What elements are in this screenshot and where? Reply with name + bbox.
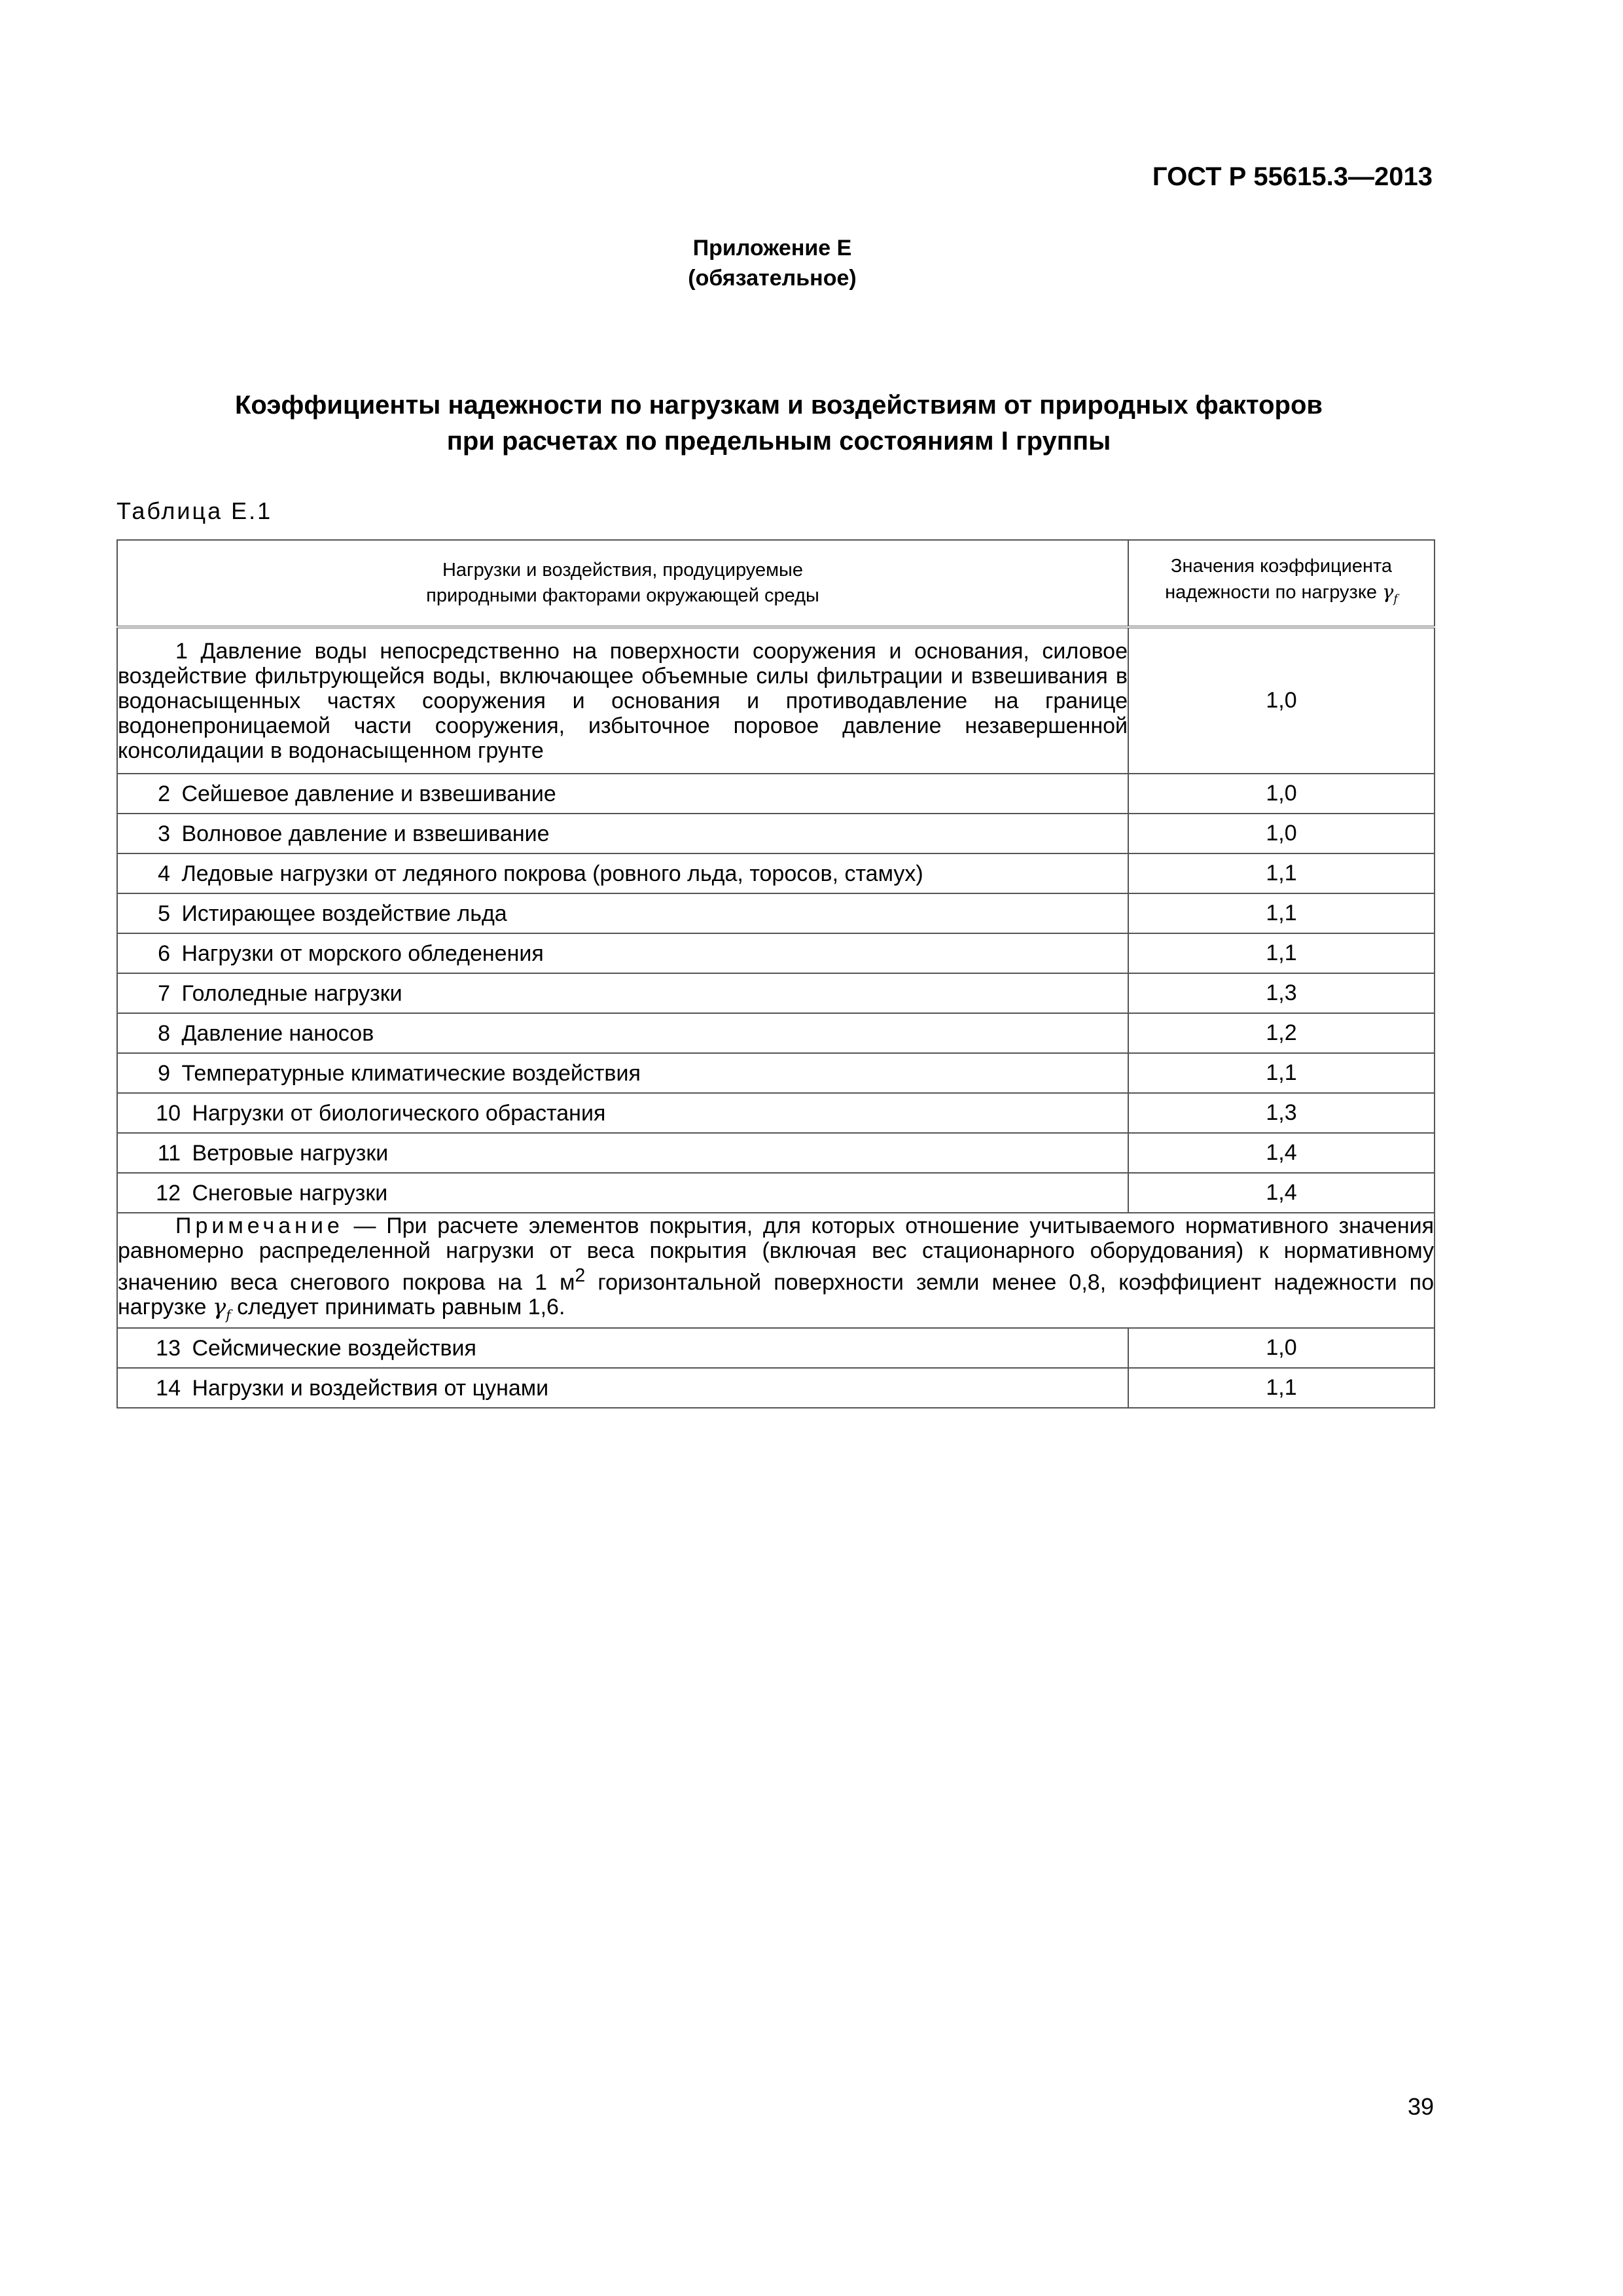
row-text: Нагрузки от морского обледенения bbox=[181, 941, 544, 966]
load-description bbox=[117, 1093, 1128, 1133]
row-number: 2 bbox=[158, 781, 170, 806]
row-text: Волновое давление и взвешивание bbox=[181, 821, 550, 846]
row-text: Сейшевое давление и взвешивание bbox=[181, 781, 556, 806]
load-description bbox=[117, 1328, 1128, 1368]
row-number: 10 bbox=[156, 1100, 181, 1126]
row-text: Давление воды непосредственно на поверхности сооружения и основания, силовое воздействие фильтрующейся воды, включающее объемные силы фильтрации и взвешивания в водонасыщенных частях сооружения и основания и противодавление на границе водонепроницаемой части сооружения, избыточное поровое давление незавершенной консолидации в водонасыщенном грунте bbox=[118, 638, 1128, 763]
heading-line-1: Коэффициенты надежности по нагрузкам и воздействиям от природных факторов bbox=[235, 391, 1323, 420]
load-description bbox=[117, 1368, 1128, 1408]
table-row bbox=[117, 1133, 1435, 1173]
coefficient-value: 1,1 bbox=[1128, 853, 1435, 893]
row-number: 11 bbox=[157, 1140, 181, 1166]
table-caption: Таблица Е.1 bbox=[116, 497, 273, 524]
coefficient-value: 1,1 bbox=[1128, 1053, 1435, 1093]
heading-line-2: при расчетах по предельным состояниям I группы bbox=[446, 427, 1111, 456]
load-description bbox=[117, 1133, 1128, 1173]
coefficient-value: 1,0 bbox=[1128, 627, 1435, 774]
header-loads-line-2: природными факторами окружающей среды bbox=[426, 585, 819, 606]
header-coefficient bbox=[1128, 540, 1435, 627]
row-number: 13 bbox=[156, 1335, 181, 1361]
header-loads-line-1: Нагрузки и воздействия, продуцируемые bbox=[442, 560, 803, 581]
row-number: 12 bbox=[156, 1180, 181, 1206]
table-header-row bbox=[117, 540, 1435, 627]
row-number: 5 bbox=[158, 901, 170, 926]
row-number: 7 bbox=[158, 980, 170, 1006]
gamma-symbol: $\gamma_f$ bbox=[1382, 581, 1398, 606]
row-number: 4 bbox=[158, 861, 170, 886]
row-text: Нагрузки от биологического обрастания bbox=[192, 1100, 606, 1126]
page-number: 39 bbox=[1407, 2093, 1434, 2120]
coefficient-value: 1,3 bbox=[1128, 973, 1435, 1013]
row-text: Давление наносов bbox=[181, 1020, 374, 1046]
row-text: Сейсмические воздействия bbox=[192, 1335, 476, 1361]
gamma-symbol: $\gamma_f$ bbox=[212, 1294, 231, 1323]
coefficients-table bbox=[116, 539, 1435, 1408]
load-description bbox=[117, 1053, 1128, 1093]
coefficient-value: 1,0 bbox=[1128, 1328, 1435, 1368]
table-row bbox=[117, 1013, 1435, 1053]
load-description bbox=[117, 853, 1128, 893]
table-row bbox=[117, 933, 1435, 973]
annex-title: Приложение Е bbox=[692, 236, 852, 260]
table-row bbox=[117, 893, 1435, 933]
table-row bbox=[117, 1173, 1435, 1213]
table-note bbox=[117, 1213, 1435, 1328]
load-description bbox=[117, 774, 1128, 814]
document-code: ГОСТ Р 55615.3—2013 bbox=[1152, 162, 1433, 191]
row-number: 6 bbox=[158, 941, 170, 966]
row-number: 3 bbox=[158, 821, 170, 846]
row-number: 8 bbox=[158, 1020, 170, 1046]
table-row bbox=[117, 627, 1435, 774]
load-description bbox=[117, 627, 1128, 774]
row-text: Истирающее воздействие льда bbox=[181, 901, 507, 926]
note-superscript: 2 bbox=[575, 1265, 586, 1286]
row-text: Ледовые нагрузки от ледяного покрова (ровного льда, торосов, стамух) bbox=[181, 861, 923, 886]
row-text: Нагрузки и воздействия от цунами bbox=[192, 1375, 549, 1401]
row-number: 1 bbox=[175, 638, 188, 664]
coefficient-value: 1,1 bbox=[1128, 893, 1435, 933]
note-text-3: следует принимать равным 1,6. bbox=[230, 1295, 565, 1320]
coefficient-value: 1,3 bbox=[1128, 1093, 1435, 1133]
table-row bbox=[117, 853, 1435, 893]
load-description bbox=[117, 1173, 1128, 1213]
table-row bbox=[117, 1093, 1435, 1133]
annex-status: (обязательное) bbox=[688, 266, 857, 291]
table-row bbox=[117, 814, 1435, 853]
coefficient-value: 1,0 bbox=[1128, 814, 1435, 853]
coefficient-value: 1,4 bbox=[1128, 1173, 1435, 1213]
row-text: Ветровые нагрузки bbox=[192, 1140, 389, 1166]
section-heading bbox=[0, 387, 1558, 459]
coefficient-value: 1,4 bbox=[1128, 1133, 1435, 1173]
load-description bbox=[117, 933, 1128, 973]
load-description bbox=[117, 814, 1128, 853]
table-row bbox=[117, 1368, 1435, 1408]
row-number: 14 bbox=[156, 1375, 181, 1401]
coefficient-value: 1,2 bbox=[1128, 1013, 1435, 1053]
row-text: Температурные климатические воздействия bbox=[181, 1060, 641, 1086]
table-row bbox=[117, 1053, 1435, 1093]
coefficient-value: 1,0 bbox=[1128, 774, 1435, 814]
table-row bbox=[117, 1328, 1435, 1368]
coefficient-value: 1,1 bbox=[1128, 933, 1435, 973]
row-text: Гололедные нагрузки bbox=[181, 980, 402, 1006]
table-row bbox=[117, 973, 1435, 1013]
row-text: Снеговые нагрузки bbox=[192, 1180, 388, 1206]
header-loads bbox=[117, 540, 1128, 627]
coefficient-value: 1,1 bbox=[1128, 1368, 1435, 1408]
header-coefficient-line-2: надежности по нагрузке $\gamma_f$ bbox=[1165, 581, 1398, 606]
note-label: Примечание bbox=[175, 1213, 344, 1238]
load-description bbox=[117, 893, 1128, 933]
table-row bbox=[117, 774, 1435, 814]
load-description bbox=[117, 1013, 1128, 1053]
note-text-2: горизонтальной поверхности земли менее 0,8, коэффициент надежности по нагрузке bbox=[118, 1270, 1434, 1320]
note-text-1: — При расчете элементов покрытия, для которых отношение учитываемого нормативного значения равномерно распределенной нагрузки от веса покрытия (включая вес стационарного оборудования) к нормативному значению веса снегового покрова на 1 м bbox=[118, 1213, 1434, 1295]
row-number: 9 bbox=[158, 1060, 170, 1086]
note-row bbox=[117, 1213, 1435, 1328]
annex-block bbox=[0, 233, 1544, 293]
load-description bbox=[117, 973, 1128, 1013]
header-coefficient-line-1: Значения коэффициента bbox=[1170, 556, 1393, 577]
